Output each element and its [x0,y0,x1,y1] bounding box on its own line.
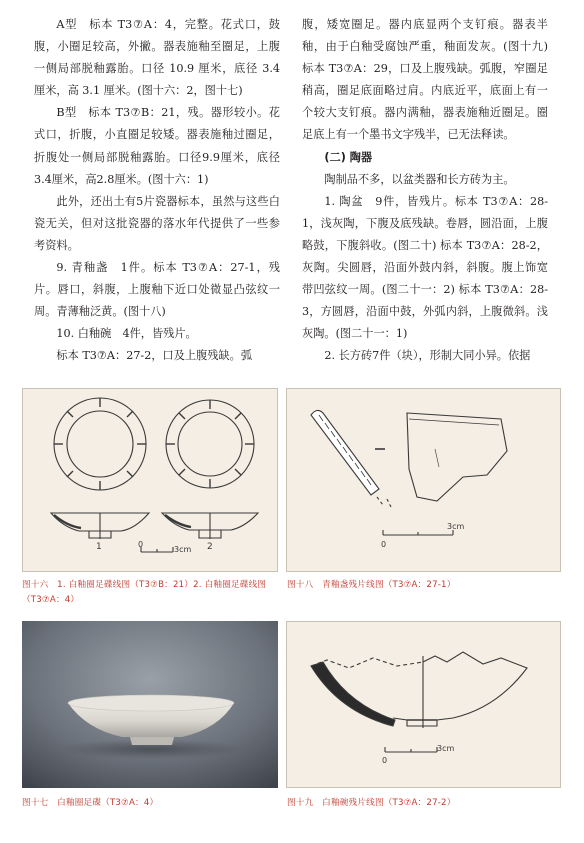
figure-16-caption: 图十六 1. 白釉圈足碟线图（T3⑦B：21）2. 白釉圈足碟线图（T3⑦A：4） [22,580,267,605]
paragraph-type-a: A型 标本 T3⑦A：4，完整。花式口，鼓腹，小圈足较高，外撇。器表施釉至圈足，上腹一侧局部脱釉露胎。口径 10.9 厘米，底径 3.4 厘米，高 3.1 厘米。(图十六：2，图十七) [34,18,280,98]
right-text-column [302,14,548,368]
paragraph-other-specimens: 此外，还出土有5片瓷器标本，虽然与这些白瓷无关，但对这批瓷器的落水年代提供了一些参考资料。 [34,194,280,252]
paragraph-continued: 腹，矮宽圈足。器内底显两个支钉痕。器表半釉，由于白釉受腐蚀严重，釉面发灰。(图十九) 标本 T3⑦A：29，口及上腹残缺。弧腹，窄圈足稍高，圈足底面略过肩。内底近平，底面上有一个较大支钉痕。器内满釉，器表施釉近圈足。圈足底上有一个墨书文字残半，已无法释读。 [302,18,548,142]
figure-19-caption: 图十九 白釉碗残片线图（T3⑦A：27-2） [287,798,456,808]
figure-18-cup-sherd-drawing [286,388,561,572]
fig19-scale-unit: 3cm [437,744,455,753]
paragraph-specimen-27-2: 标本 T3⑦A：27-2，口及上腹残缺。弧 [56,349,253,363]
fig16-scale-unit: 3cm [174,545,192,554]
fig16-label-2: 2 [207,542,213,552]
figure-18-caption: 图十八 青釉盏残片线图（T3⑦A：27-1） [287,580,456,590]
paragraph-white-bowl: 10. 白釉碗 4件，皆残片。 [56,327,197,341]
figure-19-bowl-sherd-drawing [286,621,561,788]
fig16-scale-zero: 0 [138,540,144,549]
paragraph-celadon-cup: 9. 青釉盏 1件。标本 T3⑦A：27-1，残片。唇口，斜腹，上腹釉下近口处微显凸弦纹一周。青薄釉泛黄。(图十八) [34,261,280,319]
plate-line-drawing [23,389,277,571]
fig19-scale-zero: 0 [382,756,388,765]
paragraph-type-b: B型 标本 T3⑦B：21，残。器形较小。花式口，折腹，小直圈足较矮。器表施釉过圈足，折腹处一侧局部脱釉露胎。口径9.9厘米，底径3.4厘米，高2.8厘米。(图十六：1) [34,106,280,186]
fig16-label-1: 1 [96,542,102,552]
paragraph-brick: 2. 长方砖7件（块），形制大同小异。依据 [324,349,531,363]
figure-17-bowl-photo [22,621,278,788]
sherd-line-drawing [287,389,560,571]
paragraph-pottery-basin: 1. 陶盆 9件，皆残片。标本 T3⑦A：28-1，浅灰陶，下腹及底残缺。卷唇，圆沿面，上腹略鼓，下腹斜收。(图二十) 标本 T3⑦A：28-2，灰陶。尖圆唇，沿面外鼓内斜，斜腹。腹上饰宽带凹弦纹一周。(图二十一：2) 标本 T3⑦A：28-3，方圆唇，沿面中鼓，外弧内斜，上腹微斜。浅灰陶。(图二十一：1) [302,194,548,341]
fig18-scale-zero: 0 [381,540,387,549]
figure-16-plate-drawings [22,388,278,572]
bowl-sherd-line-drawing [287,622,560,787]
paragraph-pottery-intro: 陶制品不多，以盆类器和长方砖为主。 [324,172,515,186]
section-heading-pottery: (二) 陶器 [324,150,373,164]
fig18-scale-unit: 3cm [447,522,465,531]
bowl-photo-image [22,621,278,788]
figure-17-caption: 图十七 白釉圈足碟（T3⑦A：4） [22,798,159,808]
left-text-column [34,14,280,368]
